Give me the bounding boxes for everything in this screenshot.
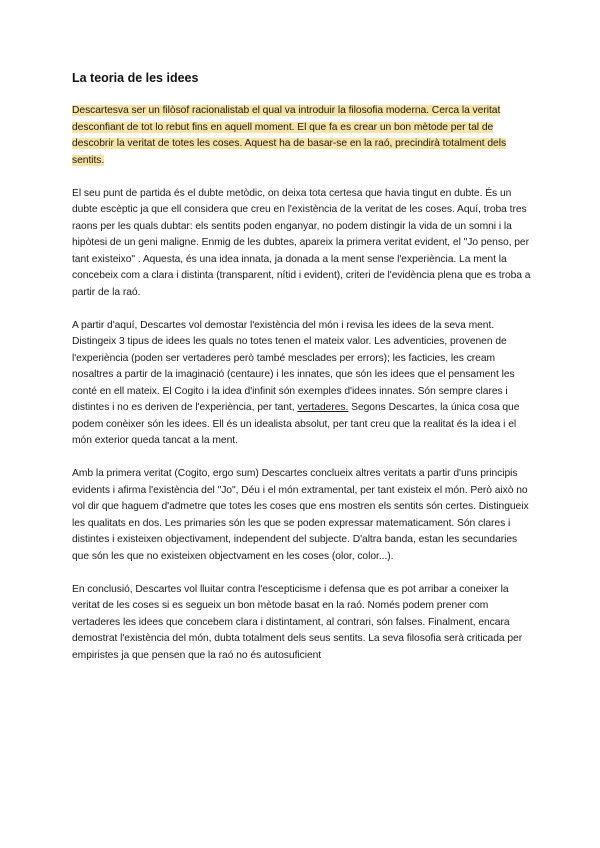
underlined-word-vertaderes: vertaderes. (297, 402, 349, 413)
paragraph-methodic-doubt: El seu punt de partida és el dubte metòdic, on deixa tota certesa que havia tingut en dubte. És un dubte escèptic ja que ell considera que creu en l'existència de la veritat de les coses. Aquí, troba tres raons per les quals dubtar: els sentits poden enganyar, no podem distingir la vida de un somni i la hipòtesi de un geni maligne. Enmig de les dubtes, apareix la primera veritat evident, el "Jo penso, per tant existeixo" . Aquesta, és una idea innata, ja donada a la ment sense l'experiència. La ment la concebeix com a clara i distinta (transparent, nítid i evident), criteri de l'evidència plena que es troba a partir de la raó. (72, 187, 531, 298)
intro-highlighted-text: Descartesva ser un filòsof racionalistab el qual va introduir la filosofia moderna. Cerca la veritat desconfiant de tot lo rebut fins en aquell moment. El que fa es crear un bon mètode per tal de descobrir la veritat de totes les coses. Aquest ha de basar-se en la raó, precindirà totalment dels sentits. (72, 105, 507, 166)
document-title: La teoria de les idees (72, 71, 199, 85)
paragraph-ideas (72, 318, 532, 450)
intro-paragraph (72, 103, 532, 169)
paragraph-first-truth: Amb la primera veritat (Cogito, ergo sum) Descartes conclueix altres veritats a partir d'uns principis evidents i afirma l'existència del "Jo", Déu i el món extramental, per tant existeix el món. Però això no vol dir que haguem d'admetre que totes les coses que ens mostren els sentits són certes. Distingueix les qualitats en dos. Les primaries són les que se poden expressar matematicament. Són clares i distintes i existeixen objectivament, independent del subjecte. D'altra banda, estan les secundaries que són les que no existeixen objectvament en les coses (olor, color...). (72, 468, 529, 562)
paragraph-conclusion: En conclusió, Descartes vol lluitar contra l'escepticisme i defensa que es pot arribar a coneixer la veritat de les coses si es segueix un bon mètode basat en la raó. Només podem prener com vertaderes les idees que concebem clara i distintament, al contrari, són falses. Finalment, encara demostrat l'existència del món, dubta totalment dels seus sentits. La seva filosofia serà criticada per empiristes ja que pensen que la raó no és autosuficient (72, 583, 523, 661)
paragraph-ideas-part-b: Segons Descartes, la única cosa que podem conèixer són les idees. Ell és un idealista absolut, per tant creu que la realitat és la idea i el món exterior queda tancat a la ment. (72, 402, 520, 446)
paragraph-ideas-part-a: A partir d'aquí, Descartes vol demostar l'existència del món i revisa les idees de la seva ment. Distingeix 3 tipus de idees les quals no totes tenen el mateix valor. Les adventicies, provenen de l'experiència (poden ser vertaderes però també mesclades per errors); les facticies, les cream nosaltres a partir de la imaginació (centaure) i les innates, que són les idees que el pensament les conté en ell mateix. El Cogito i la idea d'infinit són exemples d'idees innates. Són sempre clares i distintes i no es deriven de l'experiència, per tant, (72, 319, 515, 413)
document-page (72, 70, 532, 681)
